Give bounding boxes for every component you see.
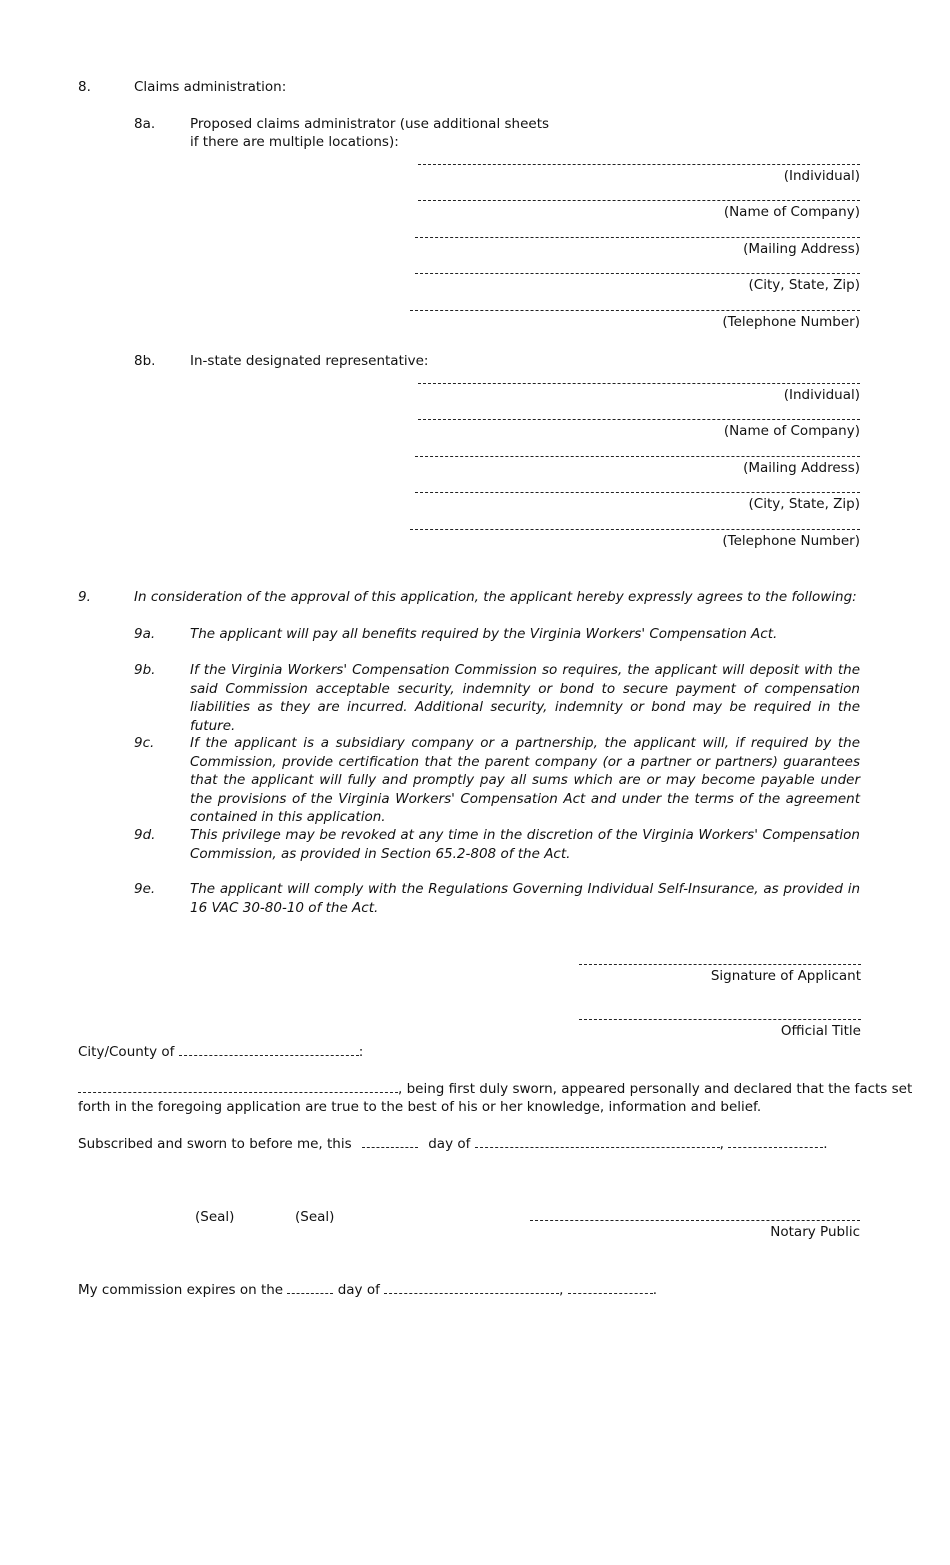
section-8b-number: 8b. bbox=[134, 353, 156, 369]
claims-admin-phone-field[interactable]: (Telephone Number) bbox=[410, 304, 860, 331]
representative-city-field[interactable]: (City, State, Zip) bbox=[415, 486, 860, 513]
subscribed-year-blank[interactable] bbox=[728, 1135, 823, 1148]
section-9d-text: This privilege may be revoked at any time in the discretion of the Virginia Workers' Compensation Commission, as provided in Section 65.2-808 of the Act. bbox=[190, 827, 860, 862]
section-8a-line1: Proposed claims administrator (use additional sheets bbox=[190, 116, 550, 132]
subscribed-month-blank[interactable] bbox=[475, 1135, 720, 1148]
section-9-intro: In consideration of the approval of this application, the applicant hereby expressly agrees to the following: bbox=[134, 589, 857, 605]
section-9e-number: 9e. bbox=[134, 881, 156, 897]
subscribed-line: Subscribed and sworn to before me, this day of , . bbox=[78, 1136, 828, 1152]
representative-company-field[interactable]: (Name of Company) bbox=[418, 413, 860, 440]
sworn-statement-line1: , being first duly sworn, appeared personally and declared that the facts set bbox=[78, 1080, 861, 1098]
commission-expires-line: My commission expires on the day of , . bbox=[78, 1282, 658, 1298]
representative-individual-field[interactable]: (Individual) bbox=[418, 377, 860, 404]
section-8a-number: 8a. bbox=[134, 116, 156, 132]
claims-admin-company-field[interactable]: (Name of Company) bbox=[418, 194, 860, 221]
section-9a-number: 9a. bbox=[134, 626, 156, 642]
section-9d-number: 9d. bbox=[134, 827, 156, 843]
section-9c-text: If the applicant is a subsidiary company or a partnership, the applicant will, if required by the Commission, provide certification that the parent company (or a partner or partners) guarantees that the applicant will fully and promptly pay all sums which are or may become payable under the provisions of the Virginia Workers' Compensation Act and under the terms of the agreement contained in this application. bbox=[190, 735, 860, 825]
signature-of-applicant-field[interactable]: Signature of Applicant bbox=[579, 958, 861, 985]
commission-label: My commission expires on the bbox=[78, 1282, 284, 1298]
claims-admin-address-field[interactable]: (Mailing Address) bbox=[415, 231, 860, 258]
subscribed-day-blank[interactable] bbox=[362, 1135, 418, 1148]
section-9c-number: 9c. bbox=[134, 735, 155, 751]
city-county-label: City/County of bbox=[78, 1044, 175, 1060]
section-9-number: 9. bbox=[78, 589, 91, 605]
commission-year-blank[interactable] bbox=[568, 1281, 653, 1294]
section-8b-title: In-state designated representative: bbox=[190, 353, 429, 369]
seal-2: (Seal) bbox=[295, 1209, 335, 1225]
section-8-number: 8. bbox=[78, 79, 91, 95]
city-county-line: City/County of : bbox=[78, 1044, 364, 1060]
representative-phone-field[interactable]: (Telephone Number) bbox=[410, 523, 860, 550]
section-8a-line2: if there are multiple locations): bbox=[190, 134, 399, 150]
notary-public-field[interactable]: Notary Public bbox=[530, 1214, 860, 1241]
subscribed-label: Subscribed and sworn to before me, this bbox=[78, 1136, 352, 1152]
official-title-field[interactable]: Official Title bbox=[579, 1013, 861, 1040]
section-8-title: Claims administration: bbox=[134, 79, 287, 95]
commission-day-blank[interactable] bbox=[287, 1281, 333, 1294]
seal-1: (Seal) bbox=[195, 1209, 235, 1225]
affiant-name-blank[interactable] bbox=[78, 1080, 398, 1093]
section-9a-text: The applicant will pay all benefits required by the Virginia Workers' Compensation Act. bbox=[190, 626, 778, 642]
commission-month-blank[interactable] bbox=[384, 1281, 559, 1294]
claims-admin-city-field[interactable]: (City, State, Zip) bbox=[415, 267, 860, 294]
representative-address-field[interactable]: (Mailing Address) bbox=[415, 450, 860, 477]
section-9b-text: If the Virginia Workers' Compensation Commission so requires, the applicant will deposit with the said Commission acceptable security, indemnity or bond to secure payment of compensation liabilities as they are incurred. Additional security, indemnity or bond may be required in the future. bbox=[190, 662, 860, 734]
section-9e-text: The applicant will comply with the Regulations Governing Individual Self-Insurance, as provided in 16 VAC 30-80-10 of the Act. bbox=[190, 881, 860, 916]
sworn-statement-line2: forth in the foregoing application are true to the best of his or her knowledge, information and belief. bbox=[78, 1099, 762, 1115]
section-9b-number: 9b. bbox=[134, 662, 156, 678]
claims-admin-individual-field[interactable]: (Individual) bbox=[418, 158, 860, 185]
city-county-blank[interactable] bbox=[179, 1043, 359, 1056]
